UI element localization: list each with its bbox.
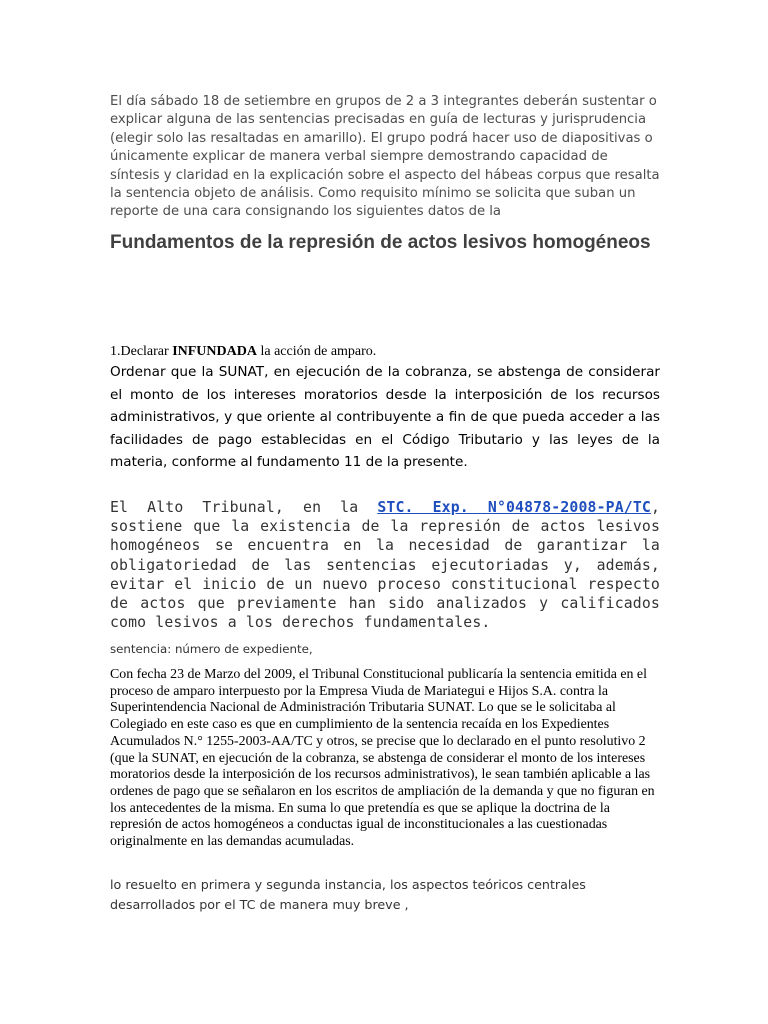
section-heading: Fundamentos de la represión de actos lesivos homogéneos xyxy=(110,232,651,253)
intro-paragraph: El día sábado 18 de setiembre en grupos de 2 a 3 integrantes deberán sustentar o explicar alguna de las sentencias precisadas en guía de lecturas y jurisprudencia (elegir solo las resaltadas en amarillo). El grupo podrá hacer uso de diapositivas o únicamente explicar de manera verbal siempre demostrando capacidad de síntesis y claridad en la explicación sobre el aspecto del hábeas corpus que resalta la sentencia objeto de análisis. Como requisito mínimo se solicita que suban un reporte de una cara consignando los siguientes datos de la xyxy=(110,94,660,220)
sentencia-label: sentencia: número de expediente, xyxy=(110,642,313,656)
resolution-line xyxy=(110,343,660,361)
tribunal-prefix: El Alto Tribunal, en la xyxy=(110,499,378,516)
resolution-suffix: la acción de amparo. xyxy=(256,344,377,359)
resolution-bold: INFUNDADA xyxy=(172,344,257,359)
closing-paragraph: lo resuelto en primera y segunda instancia, los aspectos teóricos centrales desarrollados por el TC de manera muy breve , xyxy=(110,877,586,912)
tribunal-suffix: , sostiene que la existencia de la represión de actos lesivos homogéneos se encuentra en la necesidad de garantizar la obligatoriedad de las sentencias ejecutoriadas y, además, evitar el inicio de un nuevo proceso constitucional respecto de actos que previamente han sido analizados y calificados como lesivos a los derechos fundamentales. xyxy=(110,499,660,632)
order-paragraph: Ordenar que la SUNAT, en ejecución de la cobranza, se abstenga de considerar el monto de los intereses moratorios desde la interposición de los recursos administrativos, y que oriente al contribuyente a fin de que pueda acceder a las facilidades de pago establecidas en el Código Tributario y las leyes de la materia, conforme al fundamento 11 de la presente. xyxy=(110,364,660,471)
tribunal-paragraph xyxy=(110,498,660,632)
resolution-prefix: 1.Declarar xyxy=(110,344,173,359)
stc-exp-link[interactable]: STC. Exp. N°04878-2008-PA/TC xyxy=(377,499,651,516)
history-paragraph: Con fecha 23 de Marzo del 2009, el Tribunal Constitucional publicaría la sentencia emitida en el proceso de amparo interpuesto por la Empresa Viuda de Mariategui e Hijos S.A. contra la Superintendencia Nacional de Administración Tributaria SUNAT. Lo que se le solicitaba al Colegiado en este caso es que en cumplimiento de la sentencia recaída en los Expedientes Acumulados N.° 1255-2003-AA/TC y otros, se precise que lo declarado en el punto resolutivo 2 (que la SUNAT, en ejecución de la cobranza, se abstenga de considerar el monto de los intereses moratorios desde la interposición de los recursos administrativos), le sean también aplicable a las ordenes de pago que se señalaron en los escritos de ampliación de la demanda y que no figuran en los antecedentes de la misma. En suma lo que pretendía es que se aplique la doctrina de la represión de actos homogéneos a conductas igual de inconstitucionales a las cuestionadas originalmente en las demandas acumuladas. xyxy=(110,667,655,850)
